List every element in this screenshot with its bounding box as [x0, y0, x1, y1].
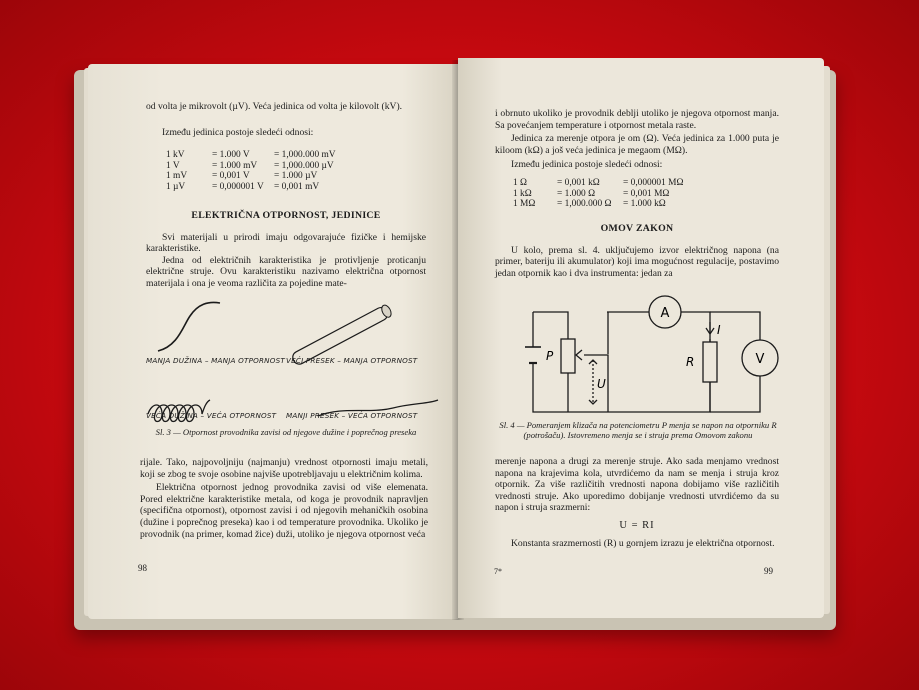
- voltmeter-label: V: [755, 352, 765, 367]
- label-long-wire: VEĆA DUŽINA – VEĆA OTPORNOST: [146, 411, 277, 420]
- page-number-left: 98: [138, 563, 147, 573]
- left-para2: Jedna od električnih karakteristika je protivljenje proticanju električne struje. Ovu karakteristiku nazivamo električna otpornost materijala i ona je veoma različita za pojedine mate-: [146, 254, 426, 289]
- label-thin-wire: MANJI PRESEK – VEĆA OTPORNOST: [286, 411, 418, 420]
- potentiometer: [561, 339, 575, 373]
- pot-label: P: [546, 349, 554, 363]
- right-page: [458, 58, 824, 618]
- short-wire: [158, 302, 220, 351]
- right-para1: U kolo, prema sl. 4. uključujemo izvor električnog napona (na primer, bateriju ili akumulator) koji ima mogućnost regulacije, postavimo jedan otpornik kao i dva instrumenta: jedan za: [495, 244, 779, 279]
- left-relations-table: [166, 150, 336, 192]
- figure-3-number: Sl. 3 —: [155, 427, 181, 437]
- label-thick-wire: VEĆI PRESEK – MANJA OTPORNOST: [286, 356, 418, 365]
- relation-row: 1 µV = 0,000001 V = 0,001 mV: [166, 181, 320, 192]
- ohm-formula: U = RI: [619, 519, 655, 531]
- circuit-diagram: [498, 294, 788, 416]
- right-section: [495, 223, 779, 279]
- ammeter-label: A: [660, 306, 670, 321]
- left-para4: Električna otpornost jednog provodnika zavisi od više elemenata. Pored električne karakteristike metala, od koga je provodnik napravljen (specifična otpornost), otpornost zavisi i od njegovih mehaničkih osobina (dužine i poprečnog preseka) kao i od temperature provodnika. Ukoliko je provodnik (na primer, komad žice) duži, utoliko je njegova otpornost veća: [140, 482, 428, 540]
- figure-3-caption: [138, 427, 434, 437]
- right-intro-text: i obrnuto ukoliko je provodnik deblji utoliko je njegova otpornost manja. Sa povećanjem temperature i otpornost metala raste.: [495, 108, 779, 131]
- left-section: [146, 210, 426, 290]
- resistor: [703, 342, 717, 382]
- resistor-label: R: [686, 355, 695, 369]
- right-relations-table: [513, 178, 683, 210]
- right-ohm-para: Jedinica za merenje otpora je om (Ω). Veća jedinica za 1.000 puta je kiloom (kΩ) a još veća jedinica je megaom (MΩ).: [495, 133, 779, 156]
- relation-row: 1 V = 1.000 mV = 1,000.000 µV: [166, 160, 334, 171]
- relation-row: 1 Ω = 0,001 kΩ = 0,000001 MΩ: [513, 178, 684, 188]
- section-heading-resistance: ELEKTRIČNA OTPORNOST, JEDINICE: [191, 210, 381, 221]
- left-page: [88, 64, 458, 619]
- figure-4-caption: [493, 420, 783, 440]
- left-relations-intro: Između jedinica postoje sledeći odnosi:: [162, 126, 314, 138]
- section-heading-ohm: OMOV ZAKON: [600, 223, 674, 234]
- left-lower-text: [140, 457, 428, 540]
- left-para3: rijale. Tako, najpovoljniju (najmanju) vrednost otpornosti imaju metali, koji se zbog te svoje osobine najviše upotrebljavaju u električnim kolima.: [140, 457, 428, 480]
- relation-row: 1 kΩ = 1.000 Ω = 0,001 MΩ: [513, 188, 670, 199]
- left-intro-block: [146, 101, 426, 138]
- wire-illustration: [128, 296, 448, 446]
- relation-row: 1 mV = 0,001 V = 1.000 µV: [166, 171, 318, 182]
- right-relations-intro: Između jedinica postoje sledeći odnosi:: [511, 159, 663, 171]
- figure-4-text: Pomeranjem klizača na potenciometru P menja se napon na otporniku R (potrošaču). Istovremeno menja se i struja prema Omovom zakonu: [523, 420, 777, 440]
- label-short-wire: MANJA DUŽINA – MANJA OTPORNOST: [146, 356, 285, 365]
- figure-4-number: Sl. 4 —: [499, 420, 525, 430]
- right-para3: Konstanta srazmernosti (R) u gornjem izrazu je električna otpornost.: [511, 537, 775, 549]
- figure-3-text: Otpornost provodnika zavisi od njegove dužine i poprečnog preseka: [182, 427, 417, 437]
- page-number-right: 99: [764, 566, 773, 576]
- voltage-label: U: [597, 377, 606, 391]
- right-intro-block: [495, 108, 779, 171]
- relation-row: 1 kV = 1.000 V = 1,000.000 mV: [166, 150, 336, 160]
- relation-row: 1 MΩ = 1,000.000 Ω = 1.000 kΩ: [513, 199, 666, 210]
- right-lower-text: [495, 456, 779, 549]
- current-label: I: [717, 323, 721, 337]
- signature-mark: 7*: [494, 567, 502, 576]
- left-intro-text: od volta je mikrovolt (µV). Veća jedinica od volta je kilovolt (kV).: [146, 101, 403, 112]
- left-para1: Svi materijali u prirodi imaju odgovarajuće fizičke i hemijske karakteristike.: [146, 231, 426, 255]
- right-para2: merenje napona a drugi za merenje struje. Ako sada menjamo vrednost napona na krajevima kola, utvrdićemo da nam se menja i struja kroz otpornik. Za više različitih vrednosti napona dobijamo više različitih vrednosti struje. Ako uporedimo dobijanje vrednosti utvrdićemo da su napon i struja srazmerni:: [495, 456, 779, 514]
